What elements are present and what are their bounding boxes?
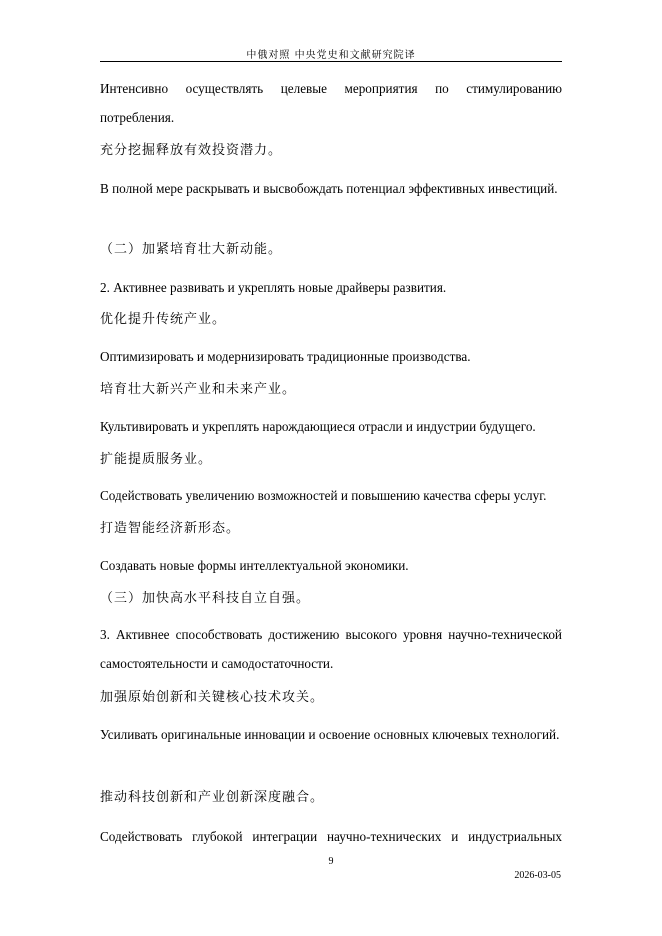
paragraph-ru: В полной мере раскрывать и высвобождать потенциал эффективных инвестиций. <box>100 181 558 196</box>
paragraph-ru: Создавать новые формы интеллектуальной экономики. <box>100 558 409 573</box>
paragraph-zh: 加强原始创新和关键核心技术攻关。 <box>100 690 325 705</box>
paragraph-ru: Усиливать оригинальные инновации и освоение основных ключевых технологий. <box>100 727 560 742</box>
paragraph-ru: 3. Активнее способствовать достижению высокого уровня научно-технической самостоятельности и самодостаточности. <box>100 627 562 671</box>
paragraph-ru: Содействовать глубокой интеграции научно-технических и индустриальных <box>100 829 562 844</box>
paragraph-ru: 2. Активнее развивать и укреплять новые драйверы развития. <box>100 280 447 295</box>
paragraph-zh: 推动科技创新和产业创新深度融合。 <box>100 790 325 805</box>
paragraph-ru: Оптимизировать и модернизировать традиционные производства. <box>100 349 471 364</box>
page-number: 9 <box>328 856 334 867</box>
paragraph-zh: 培育壮大新兴产业和未来产业。 <box>100 382 297 397</box>
paragraph-ru: Культивировать и укреплять нарождающиеся отрасли и индустрии будущего. <box>100 419 536 434</box>
paragraph-zh: 充分挖掘释放有效投资潜力。 <box>100 143 283 158</box>
page-header: 中俄对照 中央党史和文献研究院译 <box>246 50 416 61</box>
paragraph-ru: Содействовать увеличению возможностей и повышению качества сферы услуг. <box>100 488 547 503</box>
paragraph-zh: （二）加紧培育壮大新动能。 <box>100 242 283 257</box>
footer-date: 2026-03-05 <box>514 870 561 881</box>
paragraph-ru: Интенсивно осуществлять целевые мероприятия по стимулированию потребления. <box>100 81 562 125</box>
paragraph-zh: 打造智能经济新形态。 <box>100 521 241 536</box>
header-divider <box>100 61 562 62</box>
paragraph-zh: 扩能提质服务业。 <box>100 452 213 467</box>
paragraph-zh: （三）加快高水平科技自立自强。 <box>100 591 311 606</box>
paragraph-zh: 优化提升传统产业。 <box>100 312 227 327</box>
